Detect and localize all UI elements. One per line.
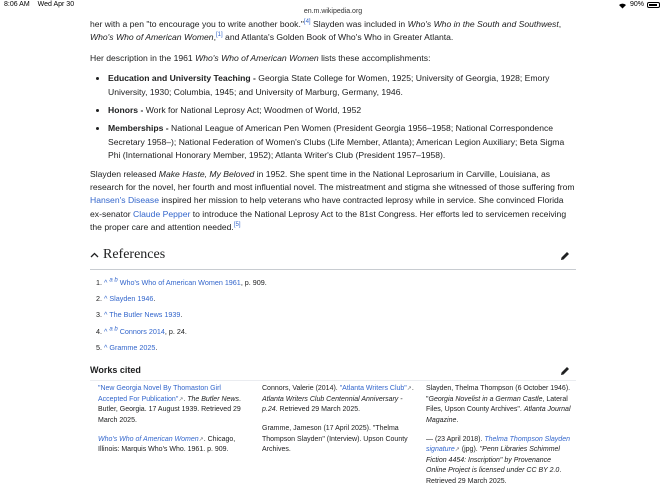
reference-link[interactable]: Connors 2014 <box>119 326 165 336</box>
external-link-icon: ↗ <box>198 436 204 443</box>
intro-paragraph: her with a pen "to encourage you to write another book."[4] Slayden was included in Who's Who in the South and Southwest, Who's Who of American Women,[1] and Atlanta's Golden Book of Who's Who in Greater Atlanta. <box>90 19 562 43</box>
list-item: Connors, Valerie (2014). "Atlanta Writers Club"↗. Atlanta Writers Club Centennial Anniversary - p.24. Retrieved 29 March 2025. <box>262 385 414 414</box>
release-paragraph: Slayden released Make Haste, My Beloved in 1952. She spent time in the National Leprosarium in Carville, Louisiana, as research for the novel, her fourth and most influential novel. The mistreatment and stigma she witnessed of those suffering from Hansen's Disease inspired her mission to help veterans who have contracted leprosy while in service. She convinced Florida ex-senator Claude Pepper to introduce the National Leprosy Act to the 81st Congress. Her efforts led to servicemen receiving the proper care and attention needed.[5] <box>90 168 575 233</box>
list-item: 5. ^ Gramme 2025. <box>96 343 158 353</box>
list-item: 1. ^ $^{a b}$ Who's Who of American Women 1961, p. 909. <box>96 277 267 287</box>
reference-link[interactable]: Who's Who of American Women 1961 <box>119 277 241 287</box>
work-link[interactable]: "Atlanta Writers Club" <box>339 385 407 393</box>
reference-link[interactable]: The Butler News 1939 <box>109 310 181 320</box>
reference-link[interactable]: Gramme 2025 <box>109 343 156 353</box>
list-item: • Honors - Work for National Leprosy Act; Woodmen of World, 1952 <box>108 104 576 117</box>
work-link[interactable]: Thelma Thompson Slayden signature <box>426 435 570 454</box>
list-item: 3. ^ The Butler News 1939. <box>96 310 183 320</box>
references-title: References <box>103 247 166 263</box>
url-bar[interactable]: en.m.wikipedia.org <box>303 8 363 15</box>
works-cited-title: Works cited <box>90 365 141 376</box>
pencil-icon[interactable] <box>560 366 570 376</box>
chevron-up-icon[interactable] <box>90 248 99 261</box>
list-item: Who's Who of American Women↗. Chicago, Illinois: Marquis Who's Who. 1961. p. 909. <box>98 435 236 454</box>
list-item: — (23 April 2018). Thelma Thompson Slayden signature↗ (jpg). "Penn Libraries Schimmel Fiction 4454: Inscription" by Provenance Online Project is licensed under CC BY 2.0. Retrieved 29 March 2025. <box>426 435 570 485</box>
hansens-disease-link[interactable]: Hansen's Disease <box>90 195 159 206</box>
list-item: 4. ^ $^{a b}$ Connors 2014, p. 24. <box>96 326 187 336</box>
claude-pepper-link[interactable]: Claude Pepper <box>133 208 191 219</box>
external-link-icon: ↗ <box>406 386 412 393</box>
references-list <box>96 277 576 354</box>
works-column-1 <box>90 384 254 495</box>
citation-5[interactable]: [5] <box>233 222 241 229</box>
citation-1[interactable]: [1] <box>215 32 223 39</box>
list-item: 2. ^ Slayden 1946. <box>96 294 156 304</box>
citation-4[interactable]: [4] <box>303 19 311 26</box>
accomplishments-list <box>108 72 576 162</box>
list-item: • Education and University Teaching - Georgia State College for Women, 1925; University of Georgia, 1928; Emory University, 1930; Columbia, 1945; and University of Marburg, Germany, 1946. <box>108 72 576 99</box>
reference-link[interactable]: Slayden 1946 <box>109 294 154 304</box>
list-item: "New Georgia Novel By Thomaston Girl Accepted For Publication"↗. The Butler News. Butler, Georgia. 17 August 1939. Retrieved 29 March 2025. <box>98 385 241 425</box>
works-column-3 <box>418 384 576 495</box>
works-column-2 <box>254 384 418 495</box>
external-link-icon: ↗ <box>178 396 184 403</box>
work-link[interactable]: Who's Who of American Women <box>98 435 199 443</box>
pencil-icon[interactable] <box>560 251 570 261</box>
battery-percent: 90% <box>629 1 644 8</box>
work-link[interactable]: "New Georgia Novel By Thomaston Girl Accepted For Publication" <box>98 385 221 403</box>
external-link-icon: ↗ <box>454 447 460 454</box>
works-cited-header <box>90 361 576 381</box>
status-date: Wed Apr 30 <box>37 1 75 8</box>
list-item: Gramme, Jameson (17 April 2025). "Thelma Thompson Slayden" (Interview). Upson County Archives. <box>262 425 408 454</box>
description-paragraph: Her description in the 1961 Who's Who of American Women lists these accomplishments: <box>90 52 431 63</box>
list-item: • Memberships - National League of American Pen Women (President Georgia 1956–1958; National Correspondence Secretary 1958–); National Federation of Women's Clubs (Life Member, Atlanta); American Legion Auxiliary; Beta Sigma Phi (International Honorary Member, 1952); Atlanta Writer's Club (President 1957–1958). <box>108 122 576 162</box>
references-header[interactable] <box>90 242 576 270</box>
article-content <box>90 18 576 496</box>
list-item: Slayden, Thelma Thompson (6 October 1946). "Georgia Novelist in a German Castle, Lateral Files, Upson County Archives". Atlanta Journal Magazine. <box>426 385 571 425</box>
works-cited-grid <box>90 384 576 495</box>
status-time: 8:06 AM <box>4 1 30 8</box>
